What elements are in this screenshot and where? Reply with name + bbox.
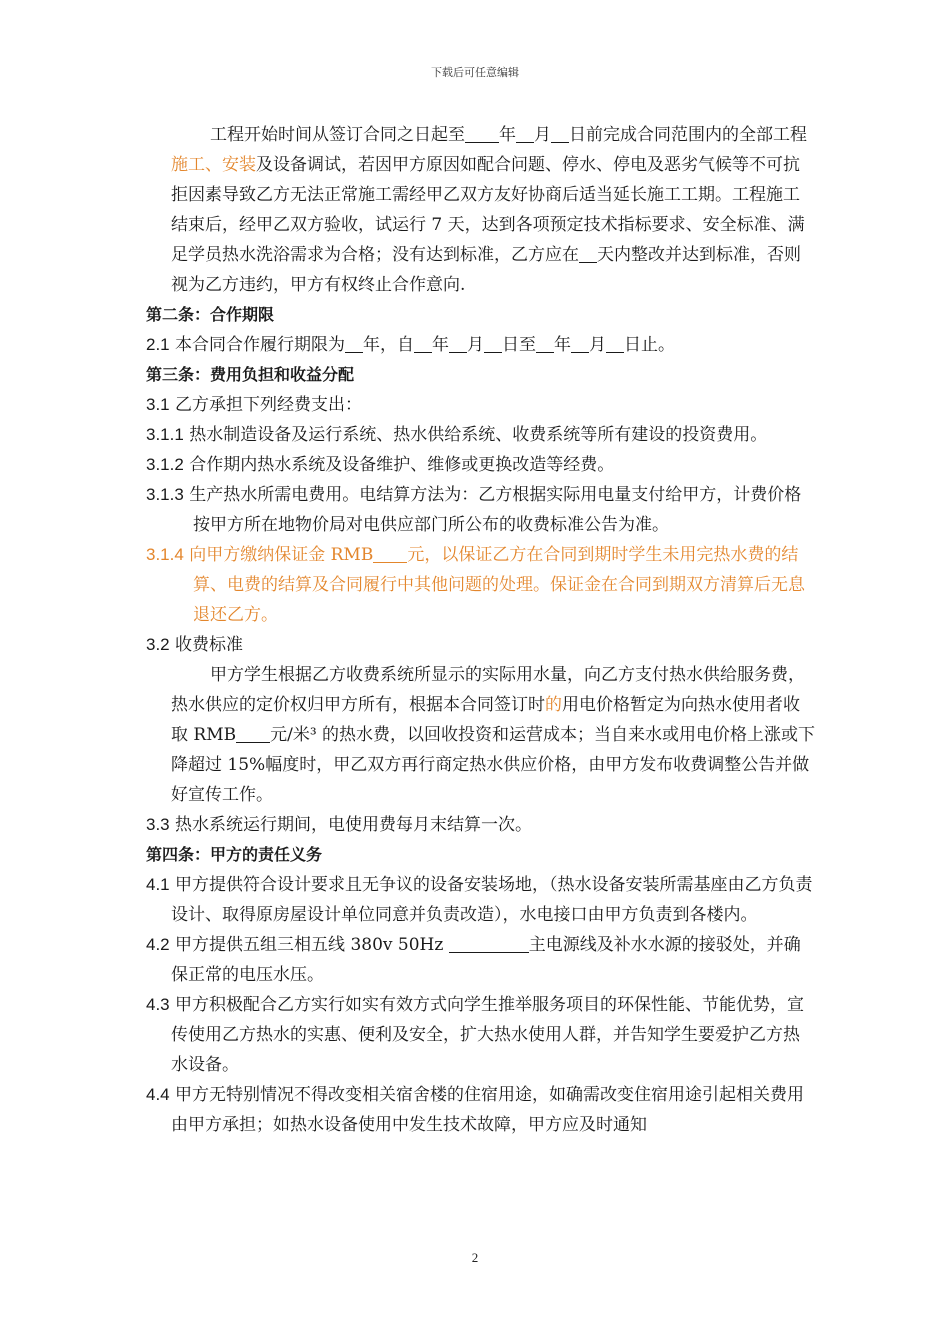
intro-paragraph (146, 120, 816, 300)
blank-field (414, 334, 432, 353)
blank-field (465, 124, 499, 143)
clause-4-4 (146, 1080, 816, 1140)
blank-field (449, 934, 529, 953)
clause-number: 3.1.3 (146, 485, 184, 504)
blank-field (345, 334, 363, 353)
clause-3-2 (146, 630, 816, 660)
document-body (146, 120, 816, 1140)
clause-3-1-4 (146, 540, 816, 630)
clause-3-1-1 (146, 420, 816, 450)
clause-text: 向甲方缴纳保证金 RMB (189, 545, 374, 565)
clause-text: 日至 (502, 335, 537, 355)
clause-number: 3.2 (146, 635, 170, 654)
clause-text: 甲方无特别情况不得改变相关宿舍楼的住宿用途，如确需改变住宿用途引起相关费用由甲方承担；如热水设备使用中发生技术故障，甲方应及时通知 (171, 1085, 805, 1135)
article-3-heading: 第三条：费用负担和收益分配 (146, 365, 355, 384)
blank-field (536, 334, 554, 353)
highlighted-text: 施工、安装 (171, 155, 256, 175)
clause-text: 主电源线及补水水源的接驳处，并确保正常的电压水压。 (171, 935, 801, 985)
intro-text: 天内整改并达到标准，否则视为乙方违约，甲方有权终止合作意向. (171, 245, 801, 295)
intro-text: 及设备调试，若因甲方原因如配合问题、停水、停电及恶劣气候等不可抗拒因素导致乙方无法正常施工需经甲乙双方友好协商后适当延长施工工期。工程施工结束后，经甲乙双方验收，试运行 7 天，达到各项预定技术指标要求、安全标准、满足学员热水洗浴需求为合格；没有达到标准，乙方应在 (171, 155, 805, 265)
blank-field (484, 334, 502, 353)
clause-text: 生产热水所需电费用。电结算方法为：乙方根据实际用电量支付给甲方，计费价格按甲方所在地物价局对电供应部门所公布的收费标准公告为准。 (189, 485, 802, 535)
intro-text: 日前完成合同范围内的全部工程 (569, 125, 807, 145)
clause-text: 甲方提供五组三相五线 380v 50Hz (175, 935, 449, 955)
blank-field (449, 334, 467, 353)
clause-text: 年 (432, 335, 450, 355)
clause-number: 4.4 (146, 1085, 170, 1104)
fee-standard-paragraph (146, 660, 816, 810)
clause-3-1-3 (146, 480, 816, 540)
blank-field (516, 124, 534, 143)
page-header: 下载后可任意编辑 (431, 66, 519, 79)
intro-text: 月 (534, 125, 551, 145)
blank-field (373, 544, 407, 563)
clause-text: 年 (554, 335, 572, 355)
article-2-heading: 第二条：合作期限 (146, 305, 275, 324)
clause-text: 合作期内热水系统及设备维护、维修或更换改造等经费。 (189, 455, 615, 475)
clause-text: 日止。 (624, 335, 676, 355)
clause-text: 年，自 (363, 335, 415, 355)
clause-number: 3.3 (146, 815, 170, 834)
clause-number: 4.2 (146, 935, 170, 954)
clause-4-2 (146, 930, 816, 990)
clause-text: 元，以保证乙方在合同到期时学生未用完热水费的结算、电费的结算及合同履行中其他问题的处理。保证金在合同到期双方清算后无息退还乙方。 (193, 545, 805, 625)
clause-number: 4.1 (146, 875, 170, 894)
clause-text: 甲方学生根据乙方收费系统所显示的实际用水量，向乙方支付热水供给服务费，热水供应的定价权归甲方所有，根据本合同签订时 (171, 665, 805, 715)
highlighted-text: 的 (545, 695, 562, 715)
clause-number: 4.3 (146, 995, 170, 1014)
clause-text: 收费标准 (175, 635, 244, 655)
clause-3-3 (146, 810, 816, 840)
blank-field (579, 244, 597, 263)
clause-number: 3.1 (146, 395, 170, 414)
clause-number: 3.1.2 (146, 455, 184, 474)
clause-text: 元/米³ 的热水费，以回收投资和运营成本；当自来水或用电价格上涨或下降超过 15%幅度时，甲乙双方再行商定热水供应价格，由甲方发布收费调整公告并做好宣传工作。 (171, 725, 816, 805)
blank-field (606, 334, 624, 353)
page-number: 2 (471, 1250, 479, 1265)
clause-text: 月 (467, 335, 485, 355)
clause-text: 月 (589, 335, 607, 355)
clause-4-1 (146, 870, 816, 930)
clause-number: 3.1.4 (146, 545, 184, 564)
intro-text: 工程开始时间从签订合同之日起至 (210, 125, 465, 145)
clause-number: 3.1.1 (146, 425, 184, 444)
blank-field (236, 724, 270, 743)
clause-number: 2.1 (146, 335, 170, 354)
blank-field (551, 124, 569, 143)
clause-text: 甲方提供符合设计要求且无争议的设备安装场地，（热水设备安装所需基座由乙方负责设计、取得原房屋设计单位同意并负责改造），水电接口由甲方负责到各楼内。 (171, 875, 813, 925)
article-4-heading: 第四条：甲方的责任义务 (146, 845, 323, 864)
clause-4-3 (146, 990, 816, 1080)
clause-text: 本合同合作履行期限为 (175, 335, 346, 355)
clause-text: 用电价格暂定为向热水使用者收取 RMB (171, 695, 800, 745)
blank-field (571, 334, 589, 353)
clause-3-1 (146, 390, 816, 420)
intro-text: 年 (499, 125, 516, 145)
clause-2-1 (146, 330, 816, 360)
clause-text: 热水系统运行期间，电使用费每月末结算一次。 (175, 815, 533, 835)
clause-text: 热水制造设备及运行系统、热水供给系统、收费系统等所有建设的投资费用。 (189, 425, 768, 445)
clause-text: 乙方承担下列经费支出： (175, 395, 363, 415)
clause-text: 甲方积极配合乙方实行如实有效方式向学生推举服务项目的环保性能、节能优势，宣传使用乙方热水的实惠、便利及安全，扩大热水使用人群，并告知学生要爱护乙方热水设备。 (171, 995, 805, 1075)
clause-3-1-2 (146, 450, 816, 480)
